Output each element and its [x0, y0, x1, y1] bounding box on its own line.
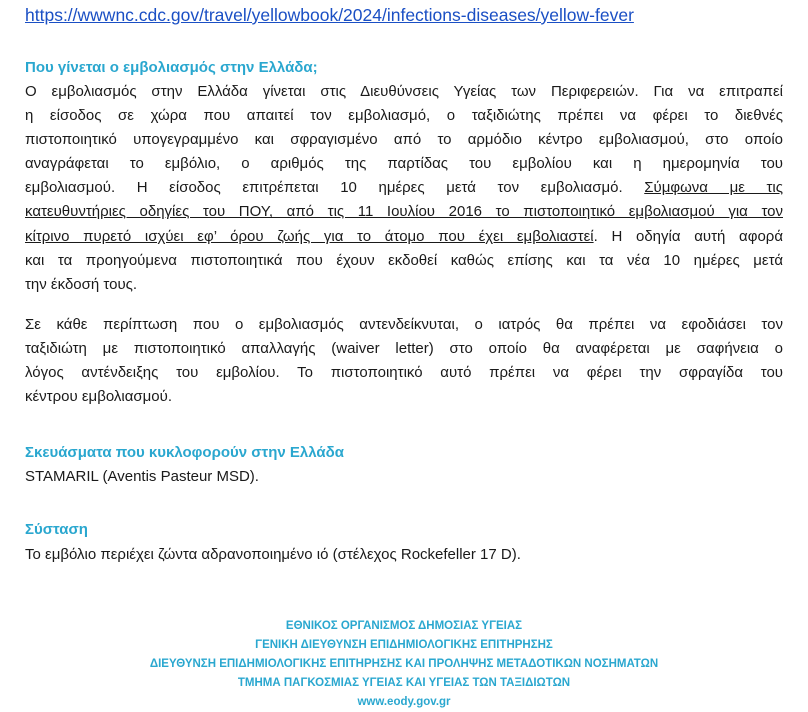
footer-organization-block [0, 617, 808, 712]
product-stamaril-text: STAMARIL (Aventis Pasteur MSD). [25, 468, 259, 485]
footer-website[interactable]: www.eody.gov.gr [357, 696, 451, 708]
paragraph-line [25, 225, 783, 249]
cdc-yellowbook-link[interactable]: https://wwwnc.cdc.gov/travel/yellowbook/2024/infections-diseases/yellow-fever [25, 5, 634, 25]
paragraph-where-vaccination [25, 80, 783, 297]
paragraph-waiver-letter [25, 313, 783, 409]
paragraph-line: λόγος αντένδειξης του εμβολίου. Το πιστοποιητικό αυτό πρέπει να φέρει την σφραγίδα του [25, 364, 783, 382]
footer-division: ΔΙΕΥΘΥΝΣΗ ΕΠΙΔΗΜΙΟΛΟΓΙΚΗΣ ΕΠΙΤΗΡΗΣΗΣ ΚΑΙ ΠΡΟΛΗΨΗΣ ΜΕΤΑΔΟΤΙΚΩΝ ΝΟΣΗΜΑΤΩΝ [149, 658, 659, 670]
heading-where-vaccination: Που γίνεται ο εμβολιασμός στην Ελλάδα; [25, 59, 318, 76]
guideline-continuation-text: . Η οδηγία αυτή αφορά [593, 227, 783, 245]
paragraph-line: αναγράφεται το εμβόλιο, ο αριθμός της παρτίδας του εμβολίου και η ημερομηνία του [25, 155, 783, 173]
footer-directorate: ΓΕΝΙΚΗ ΔΙΕΥΘΥΝΣΗ ΕΠΙΔΗΜΙΟΛΟΓΙΚΗΣ ΕΠΙΤΗΡΗΣΗΣ [255, 639, 553, 651]
footer-org-name: ΕΘΝΙΚΟΣ ΟΡΓΑΝΙΣΜΟΣ ΔΗΜΟΣΙΑΣ ΥΓΕΙΑΣ [285, 620, 523, 632]
paragraph-line [25, 200, 783, 224]
heading-composition: Σύσταση [25, 521, 88, 538]
paragraph-line: την έκδοσή τους. [25, 275, 138, 293]
who-guideline-underlined: κίτρινο πυρετό ισχύει εφ’ όρου ζωής για το άτομο που έχει εμβολιαστεί [25, 227, 594, 245]
paragraph-line: Σε κάθε περίπτωση που ο εμβολιασμός αντενδείκνυται, ο ιατρός θα πρέπει να εφοδιάσει τον [25, 316, 783, 333]
entry-after-vaccination-text: εμβολιασμού. Η είσοδος επιτρέπεται 10 ημέρες μετά τον εμβολιασμό. [25, 179, 623, 197]
paragraph-line: κέντρου εμβολιασμού. [25, 388, 172, 406]
composition-text: Το εμβόλιο περιέχει ζώντα αδρανοποιημένο ιό (στέλεχος Rockefeller 17 D). [25, 546, 521, 563]
paragraph-line [25, 176, 783, 200]
who-guideline-underlined: κατευθυντήριες οδηγίες του ΠΟΥ, από τις 11 Ιουλίου 2016 το πιστοποιητικό εμβολιασμού για τον [25, 203, 783, 221]
paragraph-line: ταξιδιώτη με πιστοποιητικό απαλλαγής (waiver letter) στο οποίο θα αναφέρεται με σαφήνεια ο [25, 340, 783, 358]
paragraph-line: πιστοποιητικό υπογεγραμμένο και σφραγισμένο από το αρμόδιο κέντρο εμβολιασμού, στο οποίο [25, 131, 783, 149]
heading-products-in-greece: Σκευάσματα που κυκλοφορούν στην Ελλάδα [25, 444, 344, 461]
footer-department: ΤΜΗΜΑ ΠΑΓΚΟΣΜΙΑΣ ΥΓΕΙΑΣ ΚΑΙ ΥΓΕΙΑΣ ΤΩΝ ΤΑΞΙΔΙΩΤΩΝ [237, 677, 571, 689]
paragraph-line: και τα προηγούμενα πιστοποιητικά που έχουν εκδοθεί καθώς επίσης και τα νέα 10 ημέρες μετά [25, 251, 783, 269]
paragraph-line: η είσοδος σε χώρα που απαιτεί τον εμβολιασμό, ο ταξιδιώτης πρέπει να φέρει το διεθνές [25, 107, 783, 125]
paragraph-line: Ο εμβολιασμός στην Ελλάδα γίνεται στις Διευθύνσεις Υγείας των Περιφερειών. Για να επιτραπεί [25, 83, 783, 100]
who-guideline-underlined: Σύμφωνα με τις [644, 179, 783, 197]
